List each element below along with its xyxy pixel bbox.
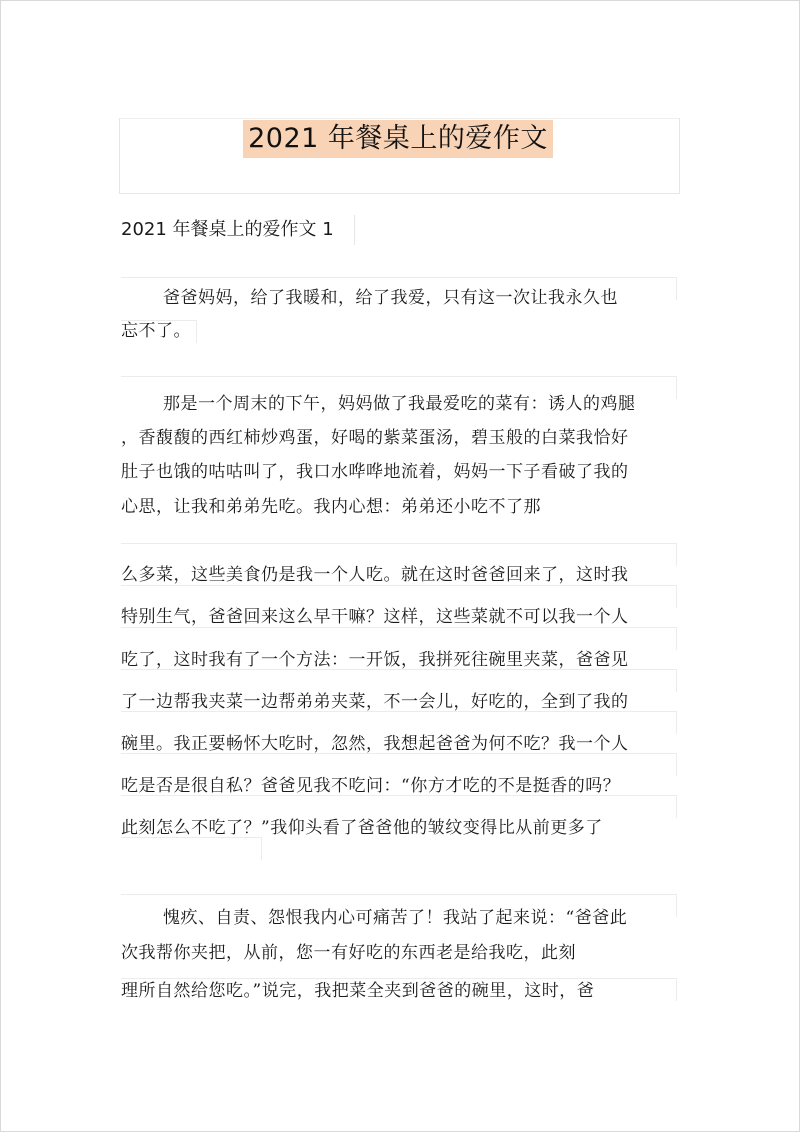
document-title: 2021 年餐桌上的爱作文	[243, 120, 553, 158]
text-line: 此刻怎么不吃了？”我仰头看了爸爸他的皱纹变得比从前更多了	[121, 818, 603, 838]
text-line: 么多菜，这些美食仍是我一个人吃。就在这时爸爸回来了，这时我	[121, 565, 629, 585]
text-line: 心思，让我和弟弟先吃。我内心想：弟弟还小吃不了那	[121, 497, 541, 517]
text-line: 次我帮你夹把，从前，您一有好吃的东西老是给我吃，此刻	[121, 943, 576, 963]
text-line: 理所自然给您吃。”说完，我把菜全夹到爸爸的碗里，这时，爸	[121, 981, 595, 1001]
text-line: 吃了，这时我有了一个方法：一开饭，我拼死往碗里夹菜，爸爸见	[121, 650, 629, 670]
text-line: 肚子也饿的咕咕叫了，我口水哗哗地流着，妈妈一下子看破了我的	[121, 462, 629, 482]
text-line: 愧疚、自责、怨恨我内心可痛苦了！我站了起来说：“爸爸此	[163, 908, 628, 928]
text-line: 特别生气，爸爸回来这么早干嘛？这样，这些菜就不可以我一个人	[121, 607, 629, 627]
text-line: 忘不了。	[121, 321, 191, 341]
text-line: 碗里。我正要畅怀大吃时，忽然，我想起爸爸为何不吃？我一个人	[121, 734, 629, 754]
section-heading: 2021 年餐桌上的爱作文 1	[121, 215, 355, 245]
text-line: 爸爸妈妈，给了我暖和，给了我爱，只有这一次让我永久也	[163, 288, 618, 308]
text-line: 了一边帮我夹菜一边帮弟弟夹菜，不一会儿，好吃的，全到了我的	[121, 692, 629, 712]
text-line: ，香馥馥的西红柿炒鸡蛋，好喝的紫菜蛋汤，碧玉般的白菜我恰好	[121, 428, 629, 448]
text-line: 那是一个周末的下午，妈妈做了我最爱吃的菜有：诱人的鸡腿	[163, 394, 636, 414]
text-line: 吃是否是很自私？爸爸见我不吃问：“你方才吃的不是挺香的吗？	[121, 776, 621, 796]
